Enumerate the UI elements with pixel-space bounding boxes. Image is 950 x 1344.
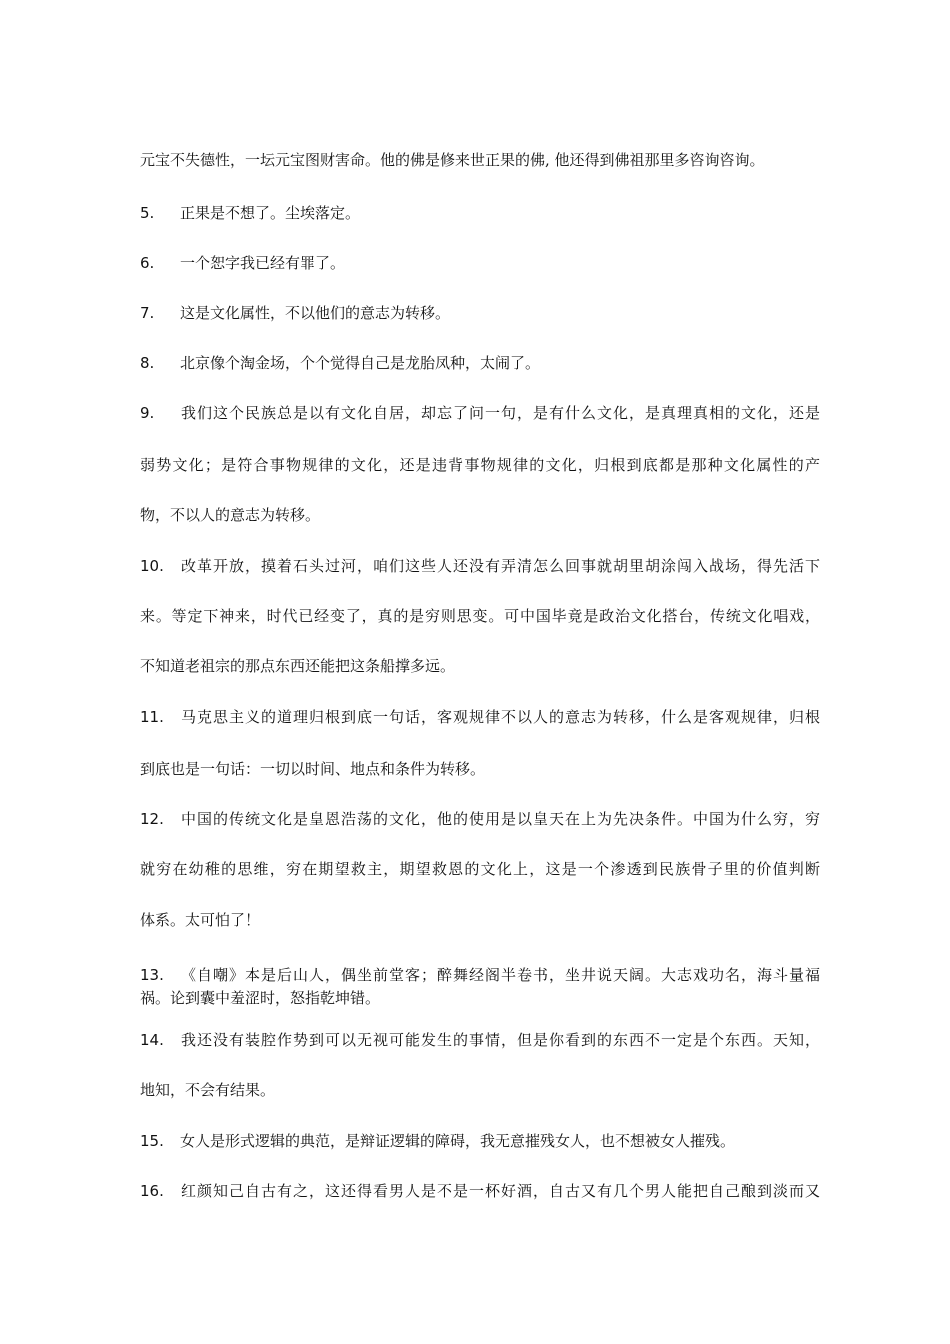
paragraph-5 [140, 203, 820, 223]
paragraph-text: 马克思主义的道理归根到底一句话，客观规律不以人的意志为转移，什么是客观规律，归根 [180, 708, 820, 726]
paragraph-text: 这是文化属性，不以他们的意志为转移。 [180, 304, 451, 322]
paragraph-text: 改革开放，摸着石头过河，咱们这些人还没有弄清怎么回事就胡里胡涂闯入战场，得先活下 [180, 557, 820, 575]
paragraph-text: 我还没有装腔作势到可以无视可能发生的事情，但是你看到的东西不一定是个东西。天知， [180, 1031, 820, 1049]
paragraph-14-line-1 [140, 1030, 820, 1050]
paragraph-12-line-1 [140, 809, 820, 829]
paragraph-8 [140, 353, 820, 373]
paragraph-text: 女人是形式逻辑的典范，是辩证逻辑的障碍，我无意摧残女人，也不想被女人摧残。 [180, 1132, 736, 1150]
paragraph-text: 我们这个民族总是以有文化自居，却忘了问一句，是有什么文化，是真理真相的文化，还是 [180, 404, 820, 422]
paragraph-11-line-1 [140, 707, 820, 727]
item-number: 9. [140, 404, 155, 422]
paragraph-12-line-2: 就穷在幼稚的思维，穷在期望救主，期望救恩的文化上，这是一个渗透到民族骨子里的价值判断 [140, 860, 820, 878]
paragraph-10-line-3: 不知道老祖宗的那点东西还能把这条船撑多远。 [140, 657, 456, 675]
paragraph-16-line-1 [140, 1181, 820, 1201]
paragraph-text: 正果是不想了。尘埃落定。 [180, 204, 361, 222]
paragraph-10-line-1 [140, 556, 820, 576]
item-number: 16. [140, 1182, 164, 1200]
paragraph-text: 一个恕字我已经有罪了。 [180, 254, 346, 272]
paragraph-10-line-2: 来。等定下神来，时代已经变了，真的是穷则思变。可中国毕竟是政治文化搭台，传统文化唱戏， [140, 607, 820, 625]
paragraph-13-line-2: 祸。论到囊中羞涩时，怒指乾坤错。 [140, 989, 381, 1007]
item-number: 12. [140, 810, 164, 828]
item-number: 6. [140, 254, 155, 272]
paragraph-9-line-2: 弱势文化；是符合事物规律的文化，还是违背事物规律的文化，归根到底都是那种文化属性的产 [140, 456, 820, 474]
paragraph-text: 中国的传统文化是皇恩浩荡的文化，他的使用是以皇天在上为先决条件。中国为什么穷，穷 [180, 810, 820, 828]
item-number: 7. [140, 304, 155, 322]
paragraph-11-line-2: 到底也是一句话：一切以时间、地点和条件为转移。 [140, 760, 486, 778]
paragraph-13-line-1 [140, 965, 820, 985]
paragraph-text: 红颜知己自古有之，这还得看男人是不是一杯好酒，自古又有几个男人能把自己酿到淡而又 [180, 1182, 820, 1200]
paragraph-9-line-1 [140, 403, 820, 423]
item-number: 11. [140, 708, 164, 726]
paragraph-6 [140, 253, 820, 273]
item-number: 13. [140, 966, 164, 984]
paragraph-15 [140, 1131, 820, 1151]
paragraph-text: 北京像个淘金场，个个觉得自己是龙胎凤种，太闹了。 [180, 354, 541, 372]
paragraph-14-line-2: 地知，不会有结果。 [140, 1081, 276, 1099]
paragraph-9-line-3: 物，不以人的意志为转移。 [140, 506, 321, 524]
item-number: 14. [140, 1031, 164, 1049]
item-number: 8. [140, 354, 155, 372]
item-number: 10. [140, 557, 164, 575]
item-number: 15. [140, 1132, 164, 1150]
paragraph-continuation-line: 元宝不失德性，一坛元宝图财害命。他的佛是修来世正果的佛, 他还得到佛祖那里多咨询咨询。 [140, 151, 765, 169]
paragraph-7 [140, 303, 820, 323]
paragraph-text: 《自嘲》本是后山人，偶坐前堂客；醉舞经阁半卷书，坐井说天阔。大志戏功名，海斗量福 [180, 966, 820, 984]
item-number: 5. [140, 204, 155, 222]
paragraph-12-line-3: 体系。太可怕了！ [140, 911, 261, 929]
